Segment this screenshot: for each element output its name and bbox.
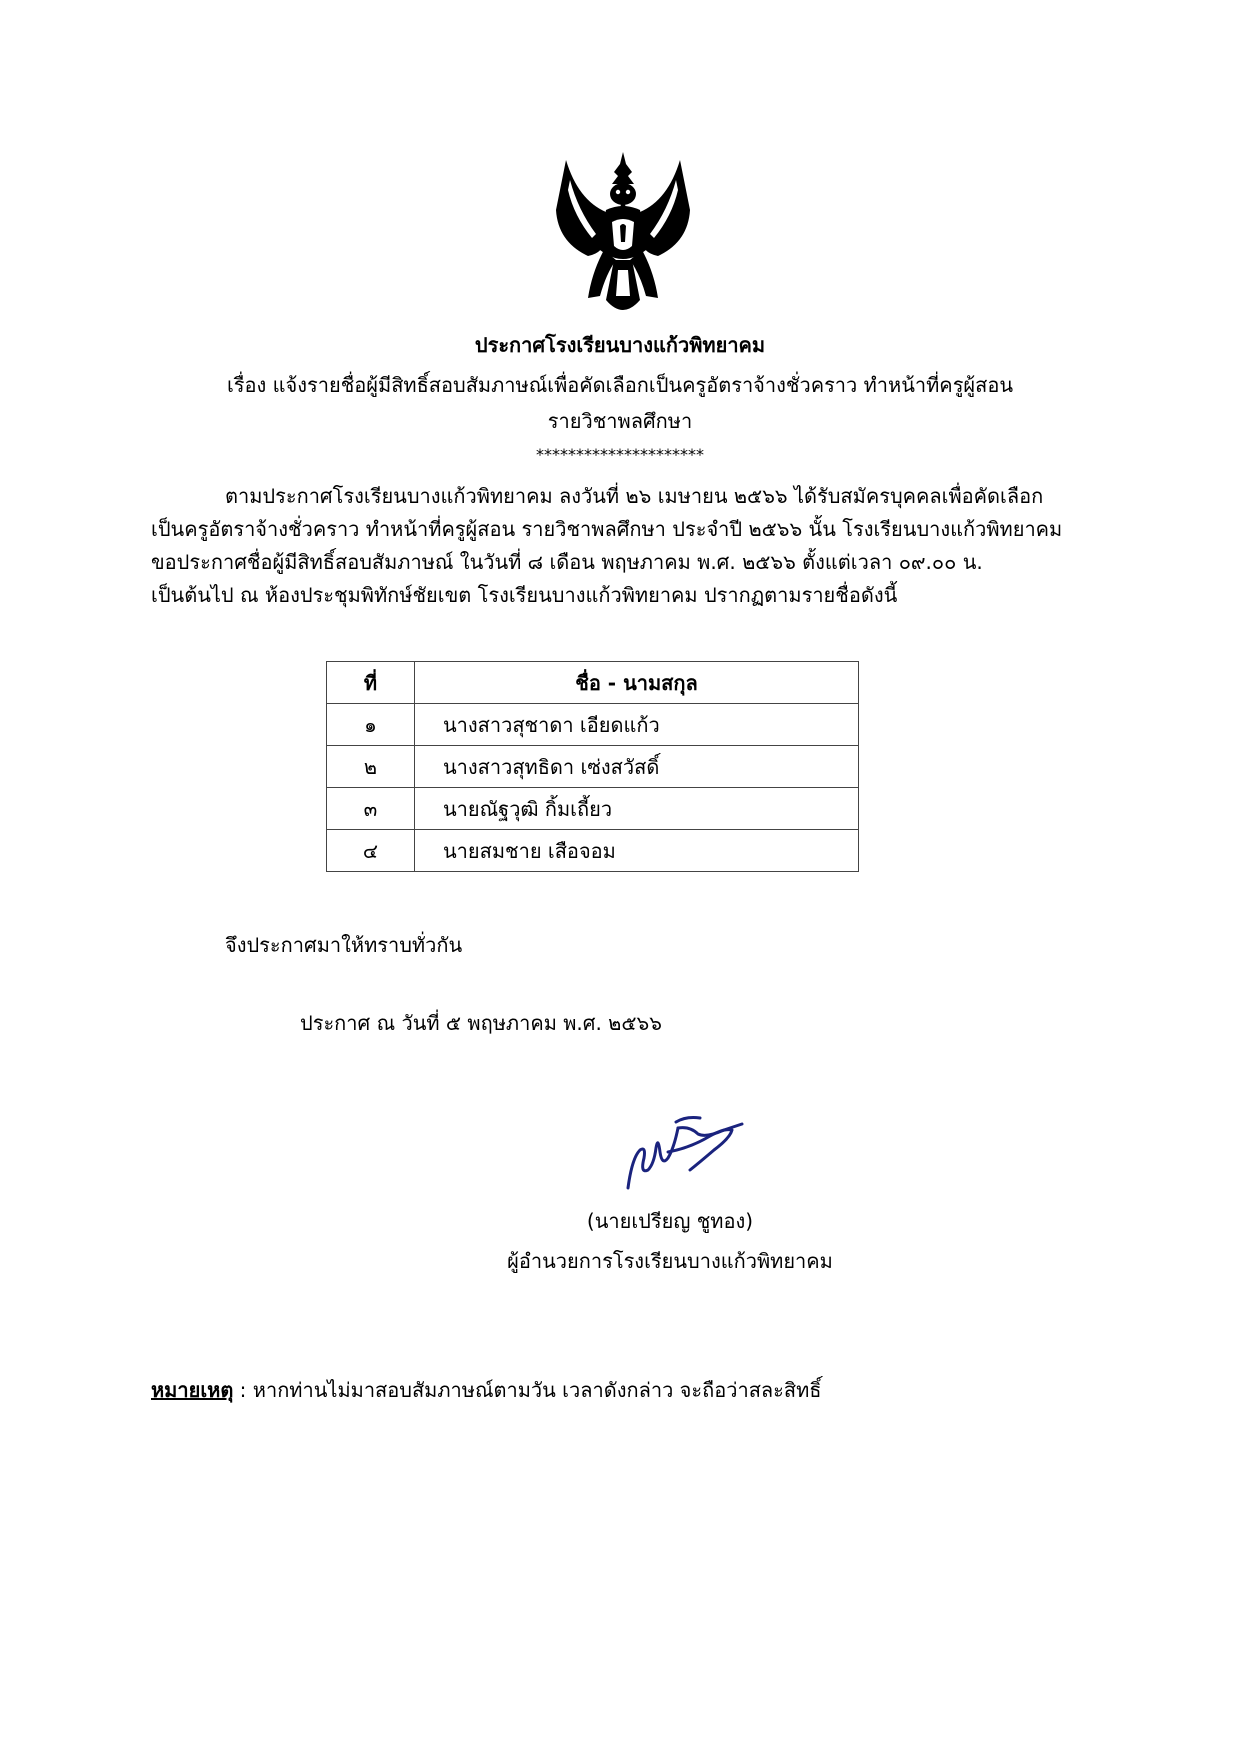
separator-stars: *********************	[536, 445, 704, 464]
body-line-2: เป็นครูอัตราจ้างชั่วคราว ทำหน้าที่ครูผู้สอน รายวิชาพลศึกษา ประจำปี ๒๕๖๖ นั้น โรงเรียนบางแก้วพิทยาคม	[151, 517, 1063, 541]
candidate-name: นางสาวสุทธิดา เซ่งสวัสดิ์	[415, 746, 859, 788]
candidate-table	[326, 661, 859, 872]
body-paragraph	[151, 480, 1091, 612]
body-line-3: ขอประกาศชื่อผู้มีสิทธิ์สอบสัมภาษณ์ ในวันที่ ๘ เดือน พฤษภาคม พ.ศ. ๒๕๖๖ ตั้งแต่เวลา ๐๙.๐๐ น.	[151, 550, 983, 574]
row-number: ๔	[327, 830, 415, 872]
row-number: ๑	[327, 704, 415, 746]
table-row	[327, 746, 859, 788]
row-number: ๓	[327, 788, 415, 830]
row-number: ๒	[327, 746, 415, 788]
note-label: หมายเหตุ	[151, 1378, 234, 1402]
table-row	[327, 704, 859, 746]
announcement-title: ประกาศโรงเรียนบางแก้วพิทยาคม	[474, 333, 766, 357]
closing-announcement: จึงประกาศมาให้ทราบทั่วกัน	[225, 933, 463, 957]
signatory-position: ผู้อำนวยการโรงเรียนบางแก้วพิทยาคม	[507, 1249, 833, 1273]
column-header-name: ชื่อ - นามสกุล	[415, 662, 859, 704]
body-line-4: เป็นต้นไป ณ ห้องประชุมพิทักษ์ชัยเขต โรงเรียนบางแก้วพิทยาคม ปรากฏตามรายชื่อดังนี้	[151, 583, 898, 607]
column-header-number: ที่	[327, 662, 415, 704]
subject-line-1: เรื่อง แจ้งรายชื่อผู้มีสิทธิ์สอบสัมภาษณ์เพื่อคัดเลือกเป็นครูอัตราจ้างชั่วคราว ทำหน้าที่ครูผู้สอน	[226, 373, 1014, 397]
subject-line-2: รายวิชาพลศึกษา	[547, 409, 693, 433]
garuda-emblem-icon	[548, 150, 698, 320]
table-row	[327, 788, 859, 830]
signature-icon	[620, 1108, 750, 1193]
candidate-name: นายณัฐวุฒิ กิ้มเถี้ยว	[415, 788, 859, 830]
signatory-name: (นายเปรียญ ชูทอง)	[586, 1209, 754, 1233]
note-line	[151, 1375, 822, 1405]
table-header-row	[327, 662, 859, 704]
body-line-1: ตามประกาศโรงเรียนบางแก้วพิทยาคม ลงวันที่ ๒๖ เมษายน ๒๕๖๖ ได้รับสมัครบุคคลเพื่อคัดเลือก	[225, 484, 1044, 508]
candidate-name: นางสาวสุชาดา เอียดแก้ว	[415, 704, 859, 746]
announcement-date: ประกาศ ณ วันที่ ๕ พฤษภาคม พ.ศ. ๒๕๖๖	[300, 1011, 662, 1035]
note-text: : หากท่านไม่มาสอบสัมภาษณ์ตามวัน เวลาดังกล่าว จะถือว่าสละสิทธิ์	[233, 1378, 822, 1402]
candidate-name: นายสมชาย เสือจอม	[415, 830, 859, 872]
table-row	[327, 830, 859, 872]
